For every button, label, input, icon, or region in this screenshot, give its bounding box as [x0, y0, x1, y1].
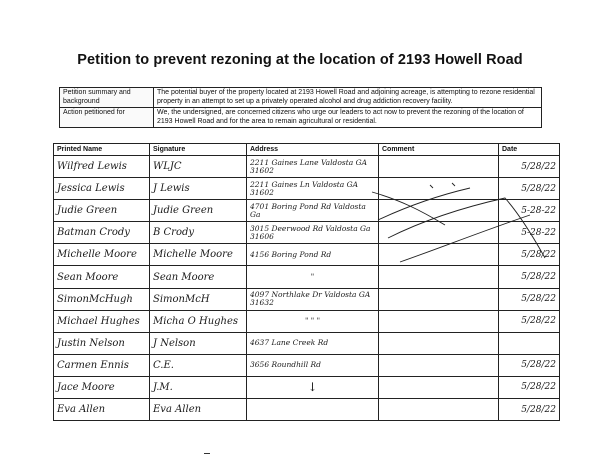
comment: [379, 354, 499, 376]
date: 5/28/22: [499, 244, 560, 266]
stray-mark: [204, 453, 210, 454]
address: 3015 Deerwood Rd Valdosta Ga 31606: [247, 222, 379, 244]
comment: [379, 244, 499, 266]
signature: Sean Moore: [150, 266, 247, 288]
signature-row: [54, 288, 560, 310]
comment: [379, 222, 499, 244]
printed-name: Jessica Lewis: [54, 178, 150, 200]
printed-name: Michael Hughes: [54, 310, 150, 332]
summary-text: The potential buyer of the property located at 2193 Howell Road and adjoining acreage, is attempting to rezone residential property in an attempt to set up a privately operated alcohol and drug addiction recovery facility.: [154, 88, 542, 108]
date: 5/28/22: [499, 178, 560, 200]
signature-row: [54, 244, 560, 266]
signature: Micha O Hughes: [150, 310, 247, 332]
printed-name: Wilfred Lewis: [54, 156, 150, 178]
action-label: Action petitioned for: [60, 108, 154, 128]
address: 4637 Lane Creek Rd: [247, 332, 379, 354]
signature-row: [54, 156, 560, 178]
signature: J Nelson: [150, 332, 247, 354]
date: [499, 332, 560, 354]
action-row: [60, 108, 542, 128]
date: 5/28/22: [499, 354, 560, 376]
printed-name: SimonMcHugh: [54, 288, 150, 310]
comment: [379, 376, 499, 398]
date: 5-28-22: [499, 200, 560, 222]
printed-name: Sean Moore: [54, 266, 150, 288]
comment: [379, 156, 499, 178]
date: 5-28-22: [499, 222, 560, 244]
action-text: We, the undersigned, are concerned citizens who urge our leaders to act now to prevent the rezoning of the location of 2193 Howell Road and for the area to remain agricultural or residential.: [154, 108, 542, 128]
signature-row: [54, 354, 560, 376]
petition-title: Petition to prevent rezoning at the location of 2193 Howell Road: [77, 52, 523, 68]
address: [247, 399, 379, 421]
petition-summary-table: [59, 87, 542, 128]
signature-row: [54, 399, 560, 421]
comment: [379, 310, 499, 332]
signature-table: [53, 143, 560, 421]
signature-row: [54, 222, 560, 244]
date: 5/28/22: [499, 156, 560, 178]
date: 5/28/22: [499, 266, 560, 288]
summary-label: Petition summary and background: [60, 88, 154, 108]
address: 4156 Boring Pond Rd: [247, 244, 379, 266]
signature: Judie Green: [150, 200, 247, 222]
header-signature: Signature: [150, 144, 247, 156]
address: 4701 Boring Pond Rd Valdosta Ga: [247, 200, 379, 222]
comment: [379, 266, 499, 288]
signature: C.E.: [150, 354, 247, 376]
address: 3656 Roundhill Rd: [247, 354, 379, 376]
printed-name: Michelle Moore: [54, 244, 150, 266]
address: ↓: [247, 376, 379, 398]
signature: WLJC: [150, 156, 247, 178]
comment: [379, 288, 499, 310]
date: 5/28/22: [499, 376, 560, 398]
header-date: Date: [499, 144, 560, 156]
signature-row: [54, 332, 560, 354]
comment: [379, 332, 499, 354]
address: 2211 Gaines Lane Valdosta GA 31602: [247, 156, 379, 178]
printed-name: Carmen Ennis: [54, 354, 150, 376]
address: ": [247, 266, 379, 288]
signature: SimonMcH: [150, 288, 247, 310]
signature: Eva Allen: [150, 399, 247, 421]
comment: [379, 399, 499, 421]
comment: [379, 178, 499, 200]
printed-name: Judie Green: [54, 200, 150, 222]
date: 5/28/22: [499, 310, 560, 332]
signature: Michelle Moore: [150, 244, 247, 266]
signature: B Crody: [150, 222, 247, 244]
date: 5/28/22: [499, 399, 560, 421]
signature-row: [54, 200, 560, 222]
signature-row: [54, 266, 560, 288]
signature: J.M.: [150, 376, 247, 398]
header-comment: Comment: [379, 144, 499, 156]
signature-table-header: [54, 144, 560, 156]
header-address: Address: [247, 144, 379, 156]
address: " " ": [247, 310, 379, 332]
header-printed-name: Printed Name: [54, 144, 150, 156]
summary-row: [60, 88, 542, 108]
signature: J Lewis: [150, 178, 247, 200]
comment: [379, 200, 499, 222]
date: 5/28/22: [499, 288, 560, 310]
printed-name: Jace Moore: [54, 376, 150, 398]
signature-row: [54, 178, 560, 200]
printed-name: Batman Crody: [54, 222, 150, 244]
address: 2211 Gaines Ln Valdosta GA 31602: [247, 178, 379, 200]
printed-name: Justin Nelson: [54, 332, 150, 354]
signature-row: [54, 376, 560, 398]
signature-row: [54, 310, 560, 332]
printed-name: Eva Allen: [54, 399, 150, 421]
address: 4097 Northlake Dr Valdosta GA 31632: [247, 288, 379, 310]
